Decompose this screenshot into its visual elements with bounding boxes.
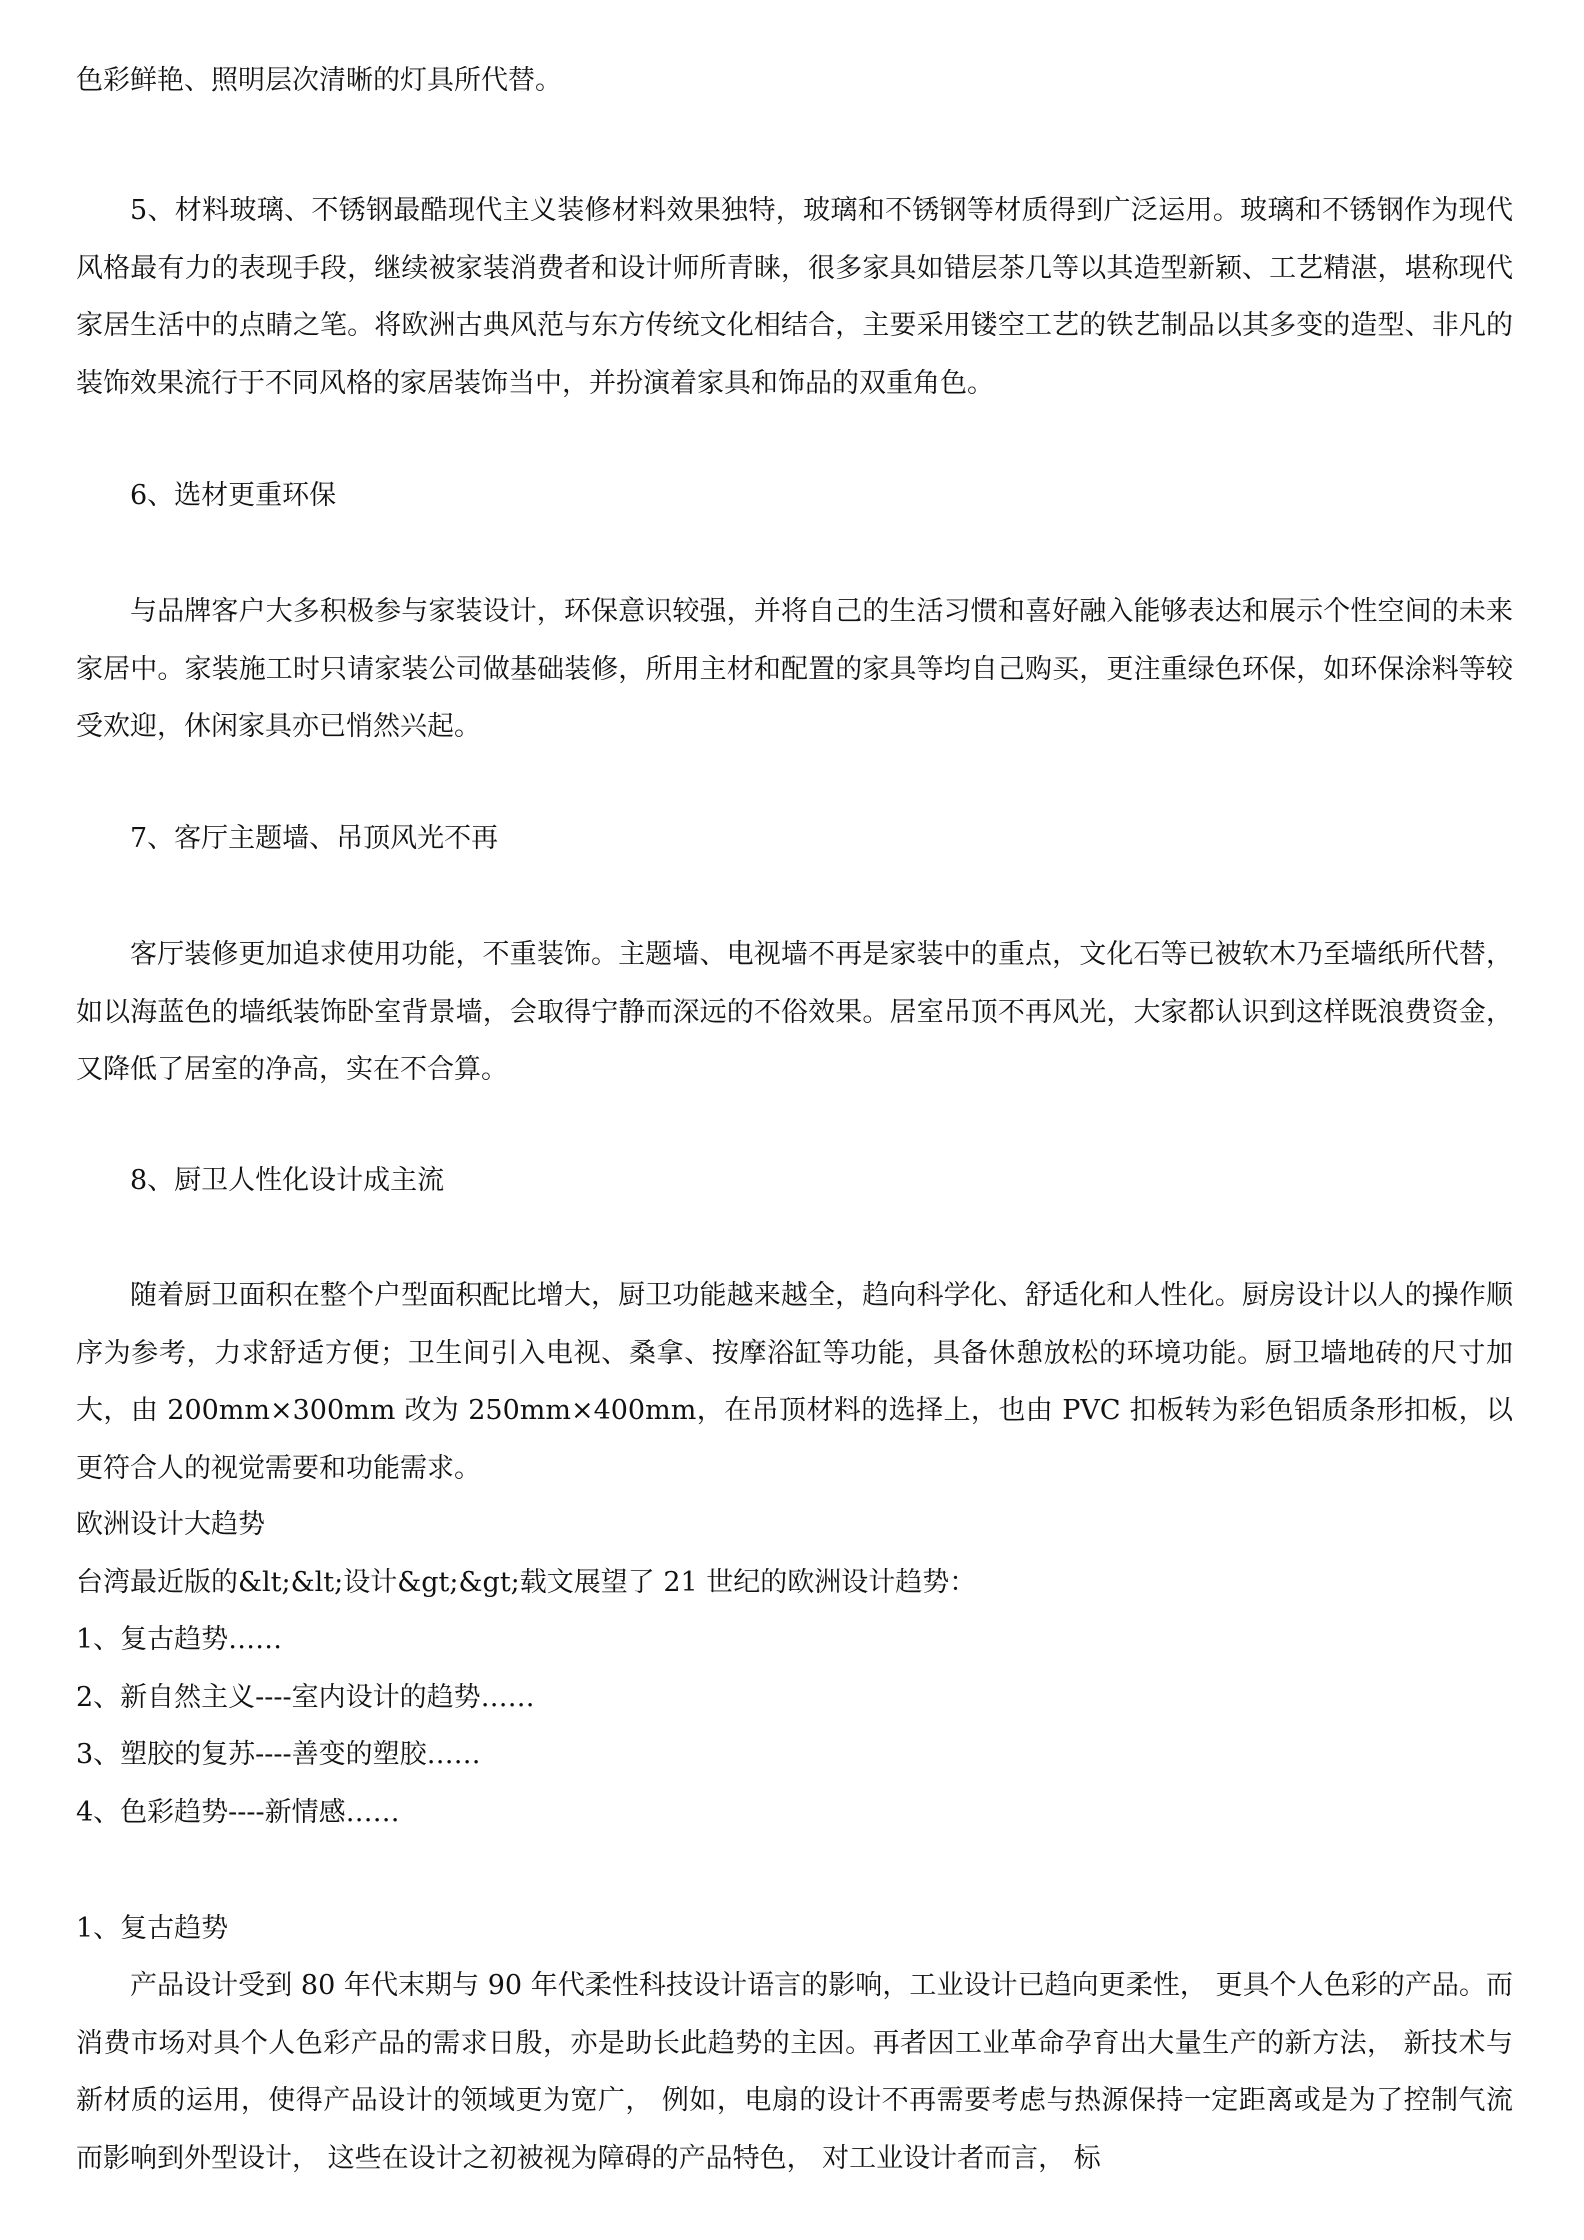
heading-eco-materials: 6、选材更重环保	[130, 480, 337, 511]
heading-living-room: 7、客厅主题墙、吊顶风光不再	[130, 823, 499, 854]
list-item: 3、塑胶的复苏----善变的塑胶……	[76, 1739, 481, 1770]
paragraph-retro-trend: 产品设计受到 80 年代末期与 90 年代柔性科技设计语言的影响，工业设计已趋向更柔性， 更具个人色彩的产品。而消费市场对具个人色彩产品的需求日殷，亦是助长此趋势的主因。再者因工业革命孕育出大量生产的新方法， 新技术与新材质的运用，使得产品设计的领域更为宽广， 例如，电扇的设计不再需要考虑与热源保持一定距离或是为了控制气流而影响到外型设计， 这些在设计之初被视为障碍的产品特色， 对工业设计者而言， 标	[76, 1970, 1513, 2174]
section-title: 欧洲设计大趋势	[76, 1509, 265, 1540]
heading-retro-trend: 1、复古趋势	[76, 1913, 229, 1944]
list-item: 4、色彩趋势----新情感……	[76, 1796, 400, 1828]
paragraph-living-room: 客厅装修更加追求使用功能，不重装饰。主题墙、电视墙不再是家装中的重点，文化石等已被软木乃至墙纸所代替，如以海蓝色的墙纸装饰卧室背景墙，会取得宁静而深远的不俗效果。居室吊顶不再风光，大家都认识到这样既浪费资金，又降低了居室的净高，实在不合算。	[76, 939, 1513, 1085]
section-intro: 台湾最近版的&lt;&lt;设计&gt;&gt;载文展望了 21 世纪的欧洲设计趋势：	[76, 1566, 977, 1598]
paragraph-kitchen-bath: 随着厨卫面积在整个户型面积配比增大，厨卫功能越来越全，趋向科学化、舒适化和人性化。厨房设计以人的操作顺序为参考，力求舒适方便；卫生间引入电视、桑拿、按摩浴缸等功能，具备休憩放松的环境功能。厨卫墙地砖的尺寸加大，由 200mm×300mm 改为 250mm×400mm，在吊顶材料的选择上，也由 PVC 扣板转为彩色铝质条形扣板，以更符合人的视觉需要和功能需求。	[76, 1280, 1513, 1484]
list-item: 2、新自然主义----室内设计的趋势……	[76, 1681, 535, 1713]
list-item: 1、复古趋势……	[76, 1624, 283, 1655]
heading-kitchen-bath: 8、厨卫人性化设计成主流	[130, 1165, 445, 1196]
paragraph-glass-steel: 5、材料玻璃、不锈钢最酷现代主义装修材料效果独特，玻璃和不锈钢等材质得到广泛运用。玻璃和不锈钢作为现代风格最有力的表现手段，继续被家装消费者和设计师所青睐，很多家具如错层茶几等以其造型新颖、工艺精湛，堪称现代家居生活中的点睛之笔。将欧洲古典风范与东方传统文化相结合，主要采用镂空工艺的铁艺制品以其多变的造型、非凡的装饰效果流行于不同风格的家居装饰当中，并扮演着家具和饰品的双重角色。	[76, 195, 1513, 399]
paragraph-lighting-end: 色彩鲜艳、照明层次清晰的灯具所代替。	[76, 65, 562, 96]
european-trends-section	[76, 1496, 1513, 1841]
paragraph-eco-materials: 与品牌客户大多积极参与家装设计，环保意识较强，并将自己的生活习惯和喜好融入能够表达和展示个性空间的未来家居中。家装施工时只请家装公司做基础装修，所用主材和配置的家具等均自己购买，更注重绿色环保，如环保涂料等较受欢迎，休闲家具亦已悄然兴起。	[76, 596, 1513, 742]
